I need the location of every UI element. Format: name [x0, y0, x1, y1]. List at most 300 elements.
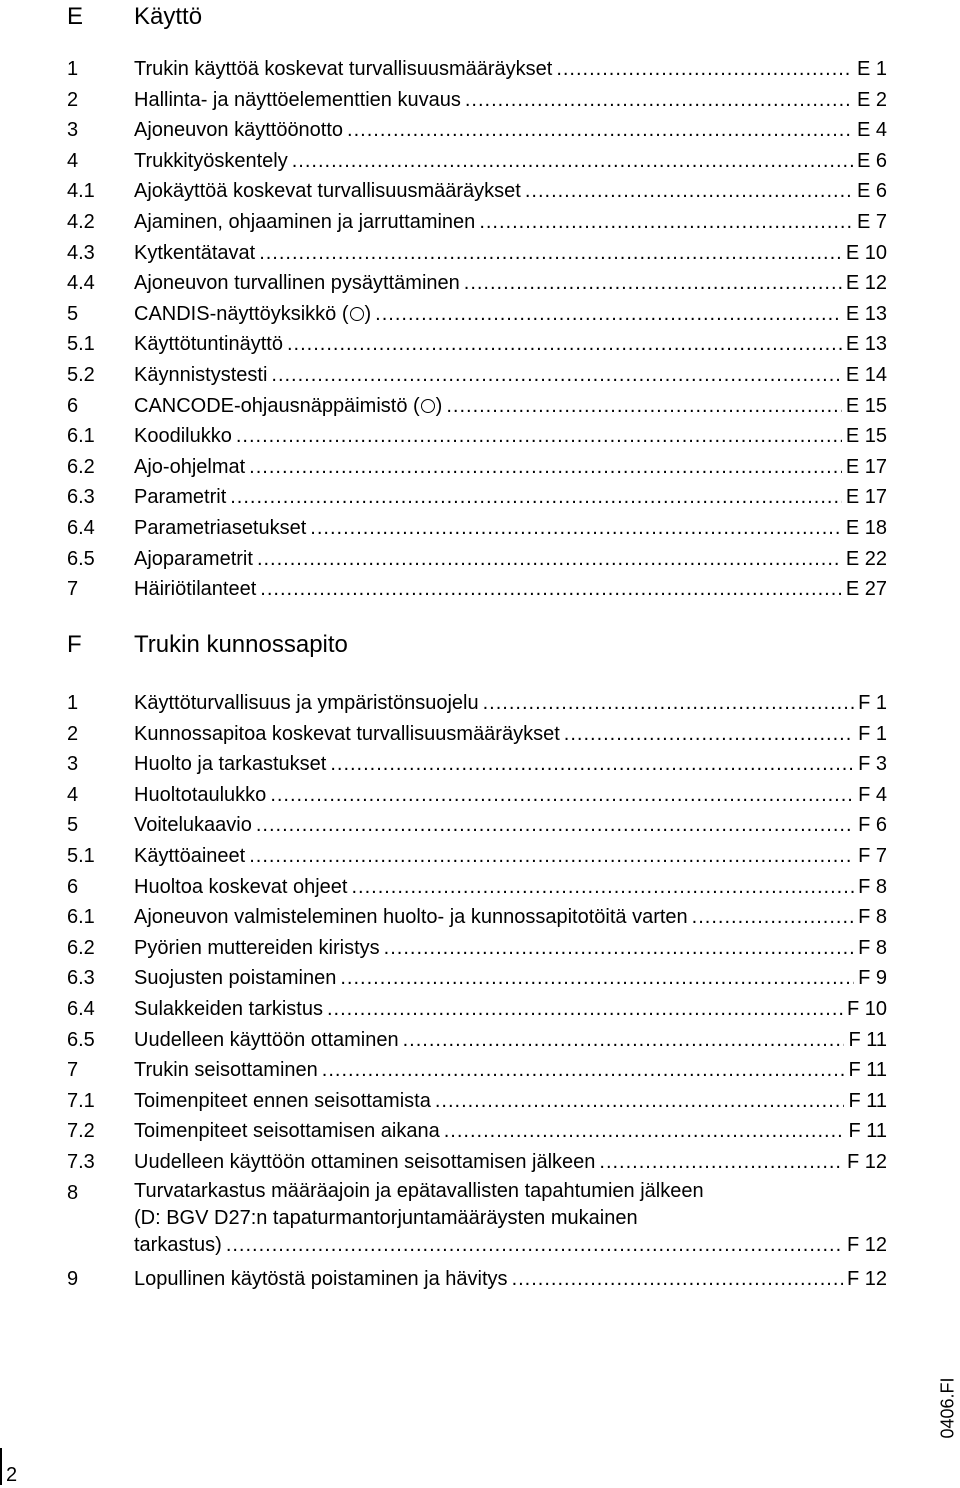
toc-entry-number: 1 — [67, 58, 79, 80]
toc-entry-number: 6.5 — [67, 1028, 95, 1051]
section-f-letter: F — [67, 631, 82, 658]
toc-entry-page: F 12 — [846, 1233, 887, 1256]
toc-entry-line — [134, 1025, 887, 1056]
toc-entry-body — [134, 268, 887, 299]
toc-entry[interactable] — [67, 146, 887, 177]
toc-entry-title — [134, 1025, 399, 1056]
toc-entry[interactable] — [67, 391, 887, 422]
toc-leader-dots — [330, 749, 854, 780]
toc-entry-title — [134, 994, 323, 1025]
toc-entry-line — [134, 238, 887, 269]
toc-entry[interactable] — [67, 994, 887, 1025]
toc-entry-body — [134, 933, 887, 964]
toc-entry-body — [134, 115, 887, 146]
toc-entry-body — [134, 360, 887, 391]
toc-entry-number: 4.3 — [67, 241, 95, 264]
toc-entry[interactable] — [67, 360, 887, 391]
toc-entry-page: E 6 — [856, 149, 887, 172]
toc-entry-body — [134, 719, 887, 750]
toc-entry-title — [134, 872, 347, 903]
toc-entry-title — [134, 176, 521, 207]
toc-entry-title — [134, 115, 343, 146]
toc-entry-line — [134, 85, 887, 116]
toc-entry[interactable] — [67, 841, 887, 872]
section-e-letter: E — [67, 3, 84, 30]
toc-leader-dots — [226, 1232, 843, 1259]
toc-entry-page: F 12 — [846, 1267, 887, 1290]
toc-entry[interactable] — [67, 933, 887, 964]
toc-entry-body — [134, 513, 887, 544]
toc-leader-dots — [249, 841, 854, 872]
toc-entry-number: 4 — [67, 783, 79, 806]
toc-entry-title — [134, 391, 442, 422]
toc-entry-line — [134, 360, 887, 391]
toc-entry-line — [134, 513, 887, 544]
toc-entry-page: E 13 — [845, 302, 887, 325]
toc-leader-dots — [599, 1147, 843, 1178]
toc-entry-title-text: Ajoneuvon valmisteleminen huolto- ja kunnossapitotöitä varten — [134, 906, 688, 929]
toc-leader-dots — [322, 1055, 845, 1086]
toc-entry-line — [134, 115, 887, 146]
toc-entry-body — [134, 1264, 887, 1295]
toc-entry-line — [134, 1178, 887, 1205]
toc-entry-body — [134, 238, 887, 269]
toc-entry-title-text: Parametriasetukset — [134, 516, 307, 539]
toc-entry-title — [134, 1086, 431, 1117]
toc-entry-title-text: Ajaminen, ohjaaminen ja jarruttaminen — [134, 210, 476, 233]
section-e-title: Käyttö — [134, 3, 203, 30]
toc-entry-line — [134, 841, 887, 872]
toc-entry-body — [134, 299, 887, 330]
toc-entry-line — [134, 1147, 887, 1178]
toc-entry-body — [134, 544, 887, 575]
toc-entry-title — [134, 238, 255, 269]
toc-entry-title-text: Toimenpiteet ennen seisottamista — [134, 1089, 431, 1112]
toc-leader-dots — [347, 115, 853, 146]
toc-entry-title-text: Koodilukko — [134, 425, 232, 448]
toc-entry-body — [134, 146, 887, 177]
toc-entry-number: 2 — [67, 722, 79, 745]
section-f-toc — [67, 688, 887, 1294]
toc-entry-number: 5 — [67, 302, 79, 325]
toc-entry-title-text: Trukin käyttöä koskevat turvallisuusmääräykset — [134, 58, 553, 80]
toc-entry-number: 6.1 — [67, 425, 95, 448]
toc-entry-number: 2 — [67, 88, 79, 111]
toc-entry-body — [134, 54, 887, 85]
toc-entry-title — [134, 902, 688, 933]
toc-entry[interactable] — [67, 268, 887, 299]
toc-leader-dots — [384, 933, 854, 964]
toc-leader-dots — [270, 780, 854, 811]
toc-entry-page: F 11 — [848, 1089, 887, 1112]
toc-entry-page: E 18 — [845, 516, 887, 539]
toc-entry[interactable] — [67, 902, 887, 933]
toc-entry-title — [134, 1264, 508, 1295]
toc-entry-body — [134, 85, 887, 116]
toc-entry[interactable] — [67, 1264, 887, 1295]
toc-entry-line — [134, 1116, 887, 1147]
toc-entry[interactable] — [67, 1178, 887, 1264]
circle-o-icon — [421, 399, 435, 413]
toc-entry-title — [134, 1116, 440, 1147]
toc-entry-page: E 15 — [845, 425, 887, 448]
toc-entry-line — [134, 1205, 887, 1232]
toc-leader-dots — [351, 872, 854, 903]
toc-entry-body — [134, 329, 887, 360]
toc-entry[interactable] — [67, 780, 887, 811]
toc-entry-body — [134, 176, 887, 207]
toc-entry-title-text: Pyörien muttereiden kiristys — [134, 936, 380, 959]
toc-entry-page: F 1 — [858, 722, 887, 745]
toc-entry-body — [134, 421, 887, 452]
toc-entry-body — [134, 207, 887, 238]
toc-entry-number: 6.2 — [67, 455, 95, 478]
toc-leader-dots — [446, 391, 842, 422]
toc-leader-dots — [271, 360, 841, 391]
toc-entry[interactable] — [67, 1116, 887, 1147]
section-e-header — [67, 0, 887, 34]
toc-entry-title-text: Trukkityöskentely — [134, 149, 288, 172]
toc-entry-line — [134, 421, 887, 452]
toc-entry-body — [134, 1116, 887, 1147]
toc-entry-title-text: Parametrit — [134, 486, 227, 509]
toc-entry-number: 5.1 — [67, 844, 95, 867]
toc-entry-title — [134, 1055, 318, 1086]
toc-entry-title — [134, 268, 460, 299]
toc-entry-line — [134, 749, 887, 780]
toc-entry-line — [134, 780, 887, 811]
toc-entry-number: 9 — [67, 1267, 79, 1290]
toc-entry-title-suffix: ) — [364, 302, 372, 325]
toc-entry-page: E 15 — [845, 394, 887, 417]
toc-entry-title-text: (D: BGV D27:n tapaturmantorjuntamääräysten mukainen — [134, 1206, 638, 1229]
toc-entry-title-text: Suojusten poistaminen — [134, 967, 337, 990]
toc-entry-body — [134, 994, 887, 1025]
toc-entry-number: 6.1 — [67, 906, 95, 929]
toc-entry-number: 4 — [67, 149, 79, 172]
toc-entry-page: E 1 — [856, 58, 887, 80]
toc-entry-title-text: Ajoneuvon käyttöönotto — [134, 119, 344, 142]
toc-entry-title — [134, 749, 326, 780]
toc-entry[interactable] — [67, 238, 887, 269]
toc-entry-number: 3 — [67, 119, 79, 142]
toc-leader-dots — [512, 1264, 843, 1295]
toc-entry-number: 5.1 — [67, 333, 95, 356]
toc-entry-number: 6.3 — [67, 486, 95, 509]
toc-entry-page: F 8 — [858, 906, 887, 929]
toc-entry-page: E 12 — [845, 272, 887, 295]
toc-entry-page: F 4 — [858, 783, 887, 806]
toc-entry-line — [134, 207, 887, 238]
toc-entry-title-text: Huolto ja tarkastukset — [134, 753, 327, 776]
toc-entry-title-text: Käyttöaineet — [134, 844, 246, 867]
toc-leader-dots — [479, 207, 853, 238]
toc-entry[interactable] — [67, 749, 887, 780]
toc-entry-body — [134, 1086, 887, 1117]
toc-entry[interactable] — [67, 452, 887, 483]
toc-leader-dots — [256, 810, 854, 841]
toc-entry-title-text: Hallinta- ja näyttöelementtien kuvaus — [134, 88, 461, 111]
toc-entry-line — [134, 719, 887, 750]
toc-entry-title-suffix: ) — [435, 394, 443, 417]
document-code: 0406.FI — [937, 1377, 958, 1439]
toc-entry-title — [134, 544, 253, 575]
toc-entry-body — [134, 902, 887, 933]
toc-entry-body — [134, 452, 887, 483]
section-f-header — [67, 628, 887, 662]
toc-entry-title-text: Huoltotaulukko — [134, 783, 267, 806]
toc-entry-line — [134, 1086, 887, 1117]
toc-entry[interactable] — [67, 872, 887, 903]
toc-entry-title — [134, 933, 380, 964]
toc-leader-dots — [327, 994, 843, 1025]
toc-entry[interactable] — [67, 329, 887, 360]
toc-entry-body — [134, 749, 887, 780]
toc-entry-body — [134, 574, 887, 605]
toc-leader-dots — [556, 54, 853, 85]
toc-entry-body — [134, 810, 887, 841]
toc-entry-title-text: Häiriötilanteet — [134, 578, 257, 601]
toc-entry-number: 4.2 — [67, 210, 95, 233]
toc-entry-title — [134, 329, 283, 360]
toc-entry-page: F 3 — [858, 753, 887, 776]
toc-entry[interactable] — [67, 1025, 887, 1056]
toc-entry-page: E 2 — [856, 88, 887, 111]
toc-entry-title-text: Lopullinen käytöstä poistaminen ja hävitys — [134, 1267, 508, 1290]
toc-entry-page: E 4 — [856, 119, 887, 142]
toc-entry-title — [134, 688, 479, 719]
toc-entry-line — [134, 963, 887, 994]
toc-entry-title — [134, 1205, 638, 1232]
toc-entry-title-text: Kytkentätavat — [134, 241, 256, 264]
toc-leader-dots — [483, 688, 854, 719]
toc-entry-body — [134, 872, 887, 903]
toc-entry-body — [134, 391, 887, 422]
section-e-toc — [67, 54, 887, 605]
toc-entry-page: E 14 — [845, 363, 887, 386]
toc-entry-page: E 6 — [856, 180, 887, 203]
toc-entry[interactable] — [67, 421, 887, 452]
circle-o-icon — [350, 307, 364, 321]
toc-entry-line — [134, 688, 887, 719]
toc-entry-line — [134, 268, 887, 299]
toc-entry-line — [134, 1264, 887, 1295]
toc-entry[interactable] — [67, 176, 887, 207]
toc-entry-number: 5 — [67, 814, 79, 837]
toc-entry-line — [134, 544, 887, 575]
toc-entry-title — [134, 574, 256, 605]
toc-entry-page: F 9 — [858, 967, 887, 990]
toc-entry-title-text: Käyttötuntinäyttö — [134, 333, 283, 356]
toc-entry-title — [134, 452, 245, 483]
toc-entry-number: 8 — [67, 1181, 79, 1204]
toc-entry-number: 6.3 — [67, 967, 95, 990]
toc-entry-title-text: CANDIS-näyttöyksikkö ( — [134, 302, 349, 325]
toc-leader-dots — [257, 544, 842, 575]
toc-entry-line — [134, 1055, 887, 1086]
toc-entry-page: E 27 — [845, 578, 887, 601]
toc-entry-page: F 8 — [858, 875, 887, 898]
toc-entry-number: 7.1 — [67, 1089, 95, 1112]
toc-entry-title-text: Ajoparametrit — [134, 547, 253, 570]
toc-entry[interactable] — [67, 810, 887, 841]
toc-leader-dots — [236, 421, 842, 452]
toc-entry-title-text: Ajo-ohjelmat — [134, 455, 246, 478]
toc-entry-title — [134, 482, 226, 513]
toc-entry-line — [134, 299, 887, 330]
toc-entry-title-text: Käyttöturvallisuus ja ympäristönsuojelu — [134, 692, 479, 714]
toc-entry-number: 4.1 — [67, 180, 95, 203]
toc-entry-line — [134, 902, 887, 933]
toc-entry-number: 3 — [67, 753, 79, 776]
toc-entry-title — [134, 810, 252, 841]
toc-entry-title-text: Turvatarkastus määräajoin ja epätavallisten tapahtumien jälkeen — [134, 1179, 704, 1202]
toc-entry-line — [134, 391, 887, 422]
toc-entry-page: F 7 — [858, 844, 887, 867]
toc-entry-title-text: Trukin seisottaminen — [134, 1059, 318, 1082]
toc-leader-dots — [375, 299, 842, 330]
toc-entry[interactable] — [67, 115, 887, 146]
toc-entry-line — [134, 933, 887, 964]
toc-entry-body — [134, 963, 887, 994]
toc-entry-number: 6 — [67, 394, 79, 417]
toc-entry[interactable] — [67, 963, 887, 994]
toc-entry-number: 5.2 — [67, 363, 95, 386]
toc-leader-dots — [249, 452, 842, 483]
toc-entry-number: 4.4 — [67, 272, 95, 295]
toc-entry-number: 7 — [67, 1059, 79, 1082]
toc-leader-dots — [525, 176, 853, 207]
toc-entry[interactable] — [67, 719, 887, 750]
toc-entry-number: 7.3 — [67, 1150, 95, 1173]
toc-entry-title-text: CANCODE-ohjausnäppäimistö ( — [134, 394, 420, 417]
toc-entry[interactable] — [67, 544, 887, 575]
toc-leader-dots — [464, 268, 842, 299]
toc-leader-dots — [340, 963, 854, 994]
toc-entry-title-text: Ajokäyttöä koskevat turvallisuusmääräykset — [134, 180, 521, 203]
toc-entry-title — [134, 963, 336, 994]
toc-entry-page: F 11 — [848, 1120, 887, 1143]
toc-entry-body — [134, 688, 887, 719]
section-f-title: Trukin kunnossapito — [134, 631, 348, 658]
toc-leader-dots — [692, 902, 854, 933]
toc-entry-title-text: Ajoneuvon turvallinen pysäyttäminen — [134, 272, 460, 295]
toc-entry-title — [134, 146, 288, 177]
toc-leader-dots — [287, 329, 842, 360]
toc-entry-page: E 17 — [845, 486, 887, 509]
toc-entry-title-text: tarkastus) — [134, 1233, 222, 1256]
toc-leader-dots — [230, 482, 842, 513]
toc-entry-body — [134, 1147, 887, 1178]
toc-entry-page: E 7 — [856, 210, 887, 233]
toc-entry-title — [134, 421, 232, 452]
toc-entry-title-text: Sulakkeiden tarkistus — [134, 997, 323, 1020]
toc-entry-line — [134, 54, 887, 85]
toc-leader-dots — [403, 1025, 845, 1056]
toc-entry-title — [134, 85, 461, 116]
toc-entry-body — [134, 841, 887, 872]
toc-entry-page: F 8 — [858, 936, 887, 959]
toc-entry[interactable] — [67, 482, 887, 513]
toc-entry-page: F 10 — [846, 997, 887, 1020]
toc-entry-page: F 6 — [858, 814, 887, 837]
toc-leader-dots — [564, 719, 854, 750]
toc-entry-title-text: Uudelleen käyttöön ottaminen — [134, 1028, 399, 1051]
toc-entry-page: F 1 — [858, 692, 887, 714]
toc-entry[interactable] — [67, 688, 887, 719]
toc-entry-number: 6.5 — [67, 547, 95, 570]
toc-entry-number: 6.4 — [67, 516, 95, 539]
toc-entry-number: 6 — [67, 875, 79, 898]
toc-entry-title-text: Voitelukaavio — [134, 814, 252, 837]
toc-entry[interactable] — [67, 54, 887, 85]
toc-entry-line — [134, 176, 887, 207]
toc-entry-line — [134, 482, 887, 513]
toc-entry[interactable] — [67, 1055, 887, 1086]
toc-entry-line — [134, 329, 887, 360]
toc-entry[interactable] — [67, 513, 887, 544]
toc-entry-page: E 10 — [845, 241, 887, 264]
toc-entry-title-text: Uudelleen käyttöön ottaminen seisottamisen jälkeen — [134, 1150, 596, 1173]
toc-entry-body — [134, 780, 887, 811]
toc-entry-title — [134, 1232, 222, 1259]
toc-entry-page: E 17 — [845, 455, 887, 478]
toc-leader-dots — [465, 85, 853, 116]
toc-entry-body — [134, 1025, 887, 1056]
toc-entry-body — [134, 1055, 887, 1086]
toc-entry[interactable] — [67, 207, 887, 238]
toc-entry-number: 1 — [67, 692, 79, 714]
toc-entry-body — [134, 482, 887, 513]
toc-entry-line — [134, 1232, 887, 1259]
toc-entry-page: F 11 — [848, 1028, 887, 1051]
toc-entry[interactable] — [67, 1147, 887, 1178]
toc-entry[interactable] — [67, 574, 887, 605]
toc-entry-line — [134, 810, 887, 841]
toc-entry-number: 6.4 — [67, 997, 95, 1020]
toc-entry-title — [134, 780, 266, 811]
toc-leader-dots — [310, 513, 842, 544]
toc-entry-number: 7 — [67, 578, 79, 601]
toc-leader-dots — [259, 238, 842, 269]
toc-entry[interactable] — [67, 85, 887, 116]
toc-entry-page: E 22 — [845, 547, 887, 570]
toc-leader-dots — [260, 574, 842, 605]
toc-entry-page: F 12 — [846, 1150, 887, 1173]
toc-entry-body — [134, 1178, 887, 1259]
toc-entry-title — [134, 299, 371, 330]
toc-entry-title — [134, 513, 306, 544]
toc-entry-page: E 13 — [845, 333, 887, 356]
toc-entry-title-text: Käynnistystesti — [134, 363, 268, 386]
toc-leader-dots — [292, 146, 853, 177]
toc-entry-line — [134, 574, 887, 605]
toc-entry-title-text: Huoltoa koskevat ohjeet — [134, 875, 348, 898]
toc-entry-number: 7.2 — [67, 1120, 95, 1143]
toc-entry-title-text: Toimenpiteet seisottamisen aikana — [134, 1120, 440, 1143]
toc-entry[interactable] — [67, 1086, 887, 1117]
toc-leader-dots — [444, 1116, 845, 1147]
toc-entry-line — [134, 872, 887, 903]
toc-entry-title — [134, 841, 245, 872]
toc-entry-page: F 11 — [848, 1059, 887, 1082]
toc-entry[interactable] — [67, 299, 887, 330]
toc-entry-number: 6.2 — [67, 936, 95, 959]
toc-entry-title-text: Kunnossapitoa koskevat turvallisuusmääräykset — [134, 722, 560, 745]
toc-entry-line — [134, 452, 887, 483]
page-number: 2 — [6, 1464, 18, 1486]
toc-entry-title — [134, 1147, 595, 1178]
